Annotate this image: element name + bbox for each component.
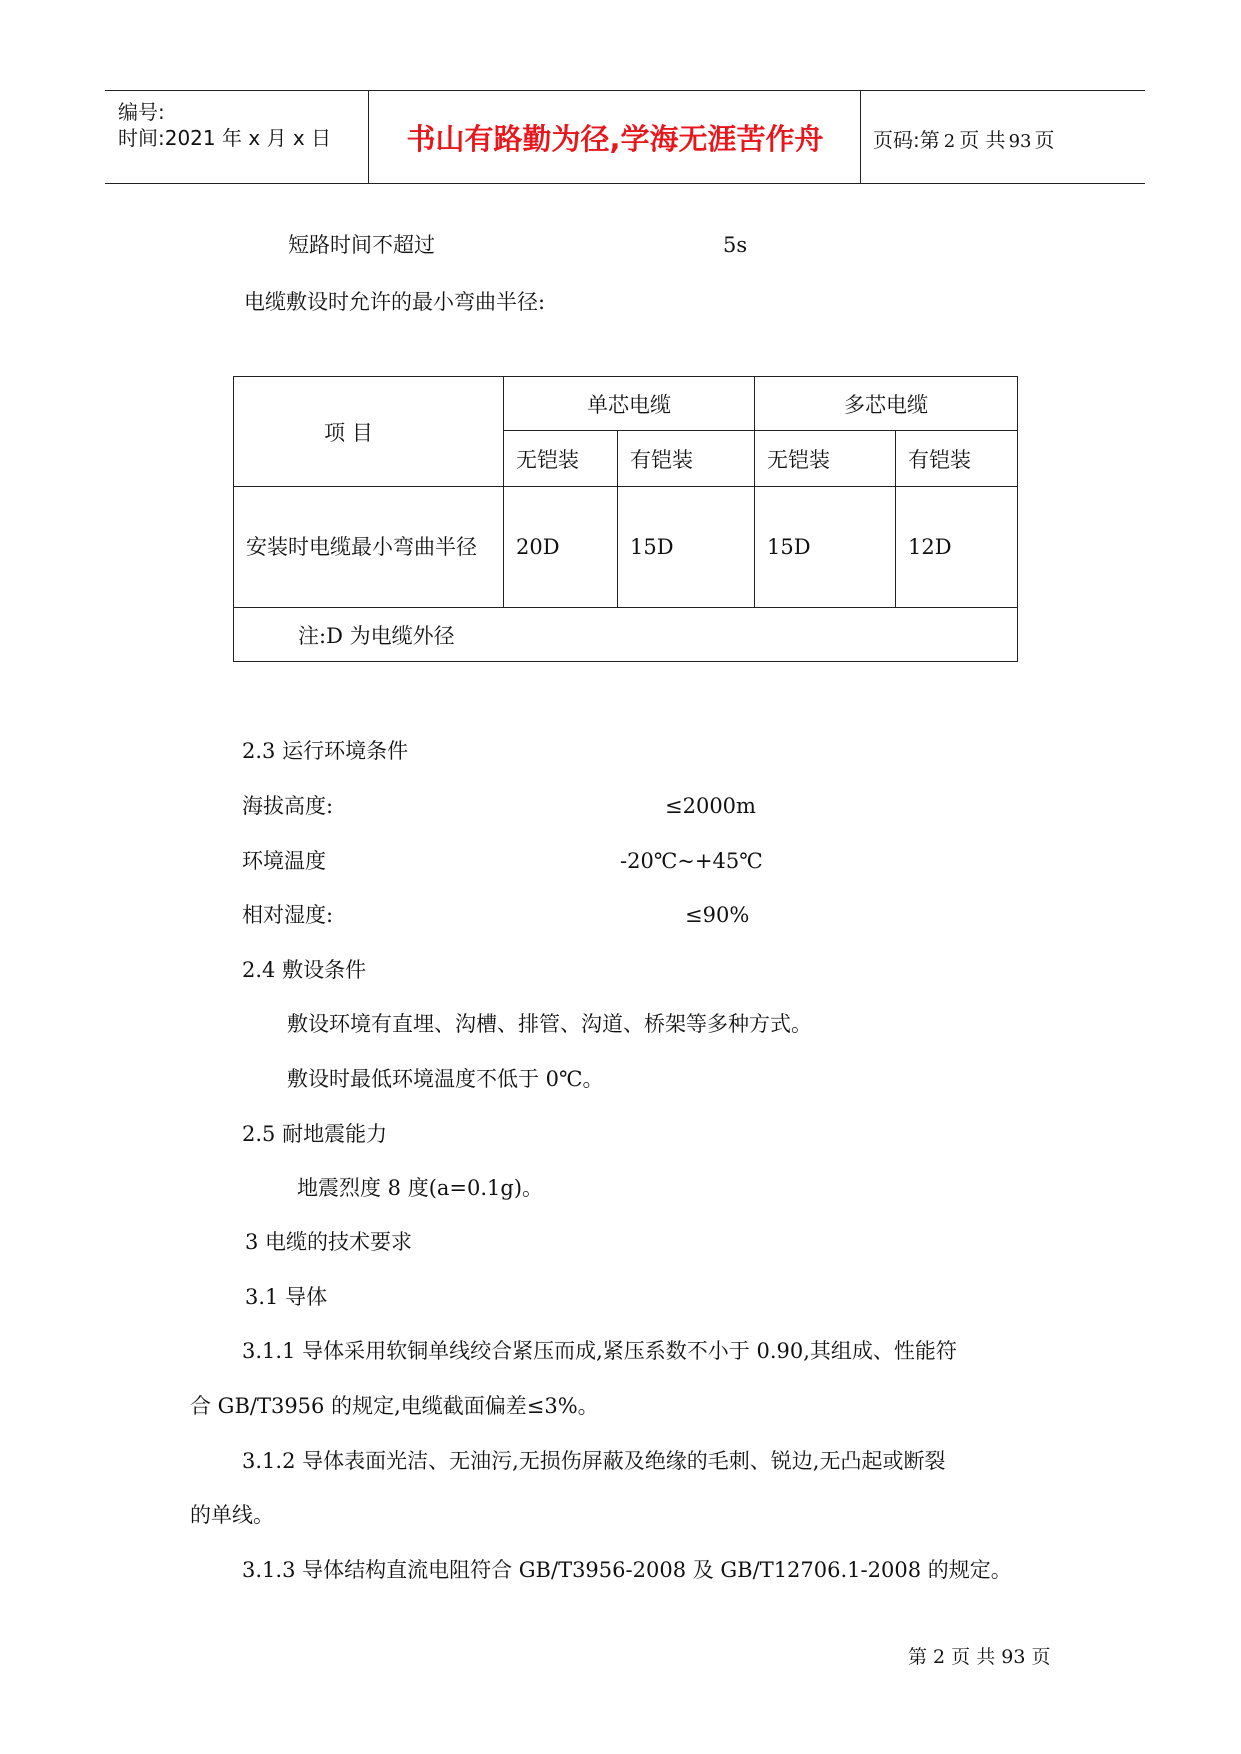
header-divider-right: [860, 90, 861, 183]
page-code-prefix: 页码:第: [873, 128, 940, 152]
para-3-1-1-line-1: 3.1.1 导体采用软铜单线绞合紧压而成,紧压系数不小于 0.90,其组成、性能符: [242, 1339, 957, 1363]
short-circuit-value: 5s: [723, 233, 748, 257]
section-2-4-para-1: 敷设环境有直埋、沟槽、排管、沟道、桥架等多种方式。: [287, 1012, 812, 1036]
doc-time-label: 时间:2021 年 x 月 x 日: [118, 126, 332, 150]
table-value-cell: 12D: [896, 487, 1018, 608]
table-unarmored-multi: 无铠装: [755, 431, 896, 487]
section-3-1-title: 3.1 导体: [245, 1285, 328, 1309]
table-multi-core-header: 多芯电缆: [755, 377, 1018, 431]
para-3-1-3: 3.1.3 导体结构直流电阻符合 GB/T3956-2008 及 GB/T12706.1-2008 的规定。: [242, 1558, 1012, 1582]
doc-number-label: 编号:: [118, 100, 165, 124]
para-3-1-2-line-2: 的单线。: [190, 1503, 274, 1527]
temperature-value: -20℃~+45℃: [620, 849, 763, 873]
short-circuit-label: 短路时间不超过: [288, 233, 435, 257]
table-row-label: 安装时电缆最小弯曲半径: [234, 487, 504, 608]
table-value-cell: 15D: [618, 487, 755, 608]
humidity-label: 相对湿度:: [242, 903, 334, 927]
header-motto: 书山有路勤为径,学海无涯苦作舟: [406, 122, 824, 156]
header-top-rule: [105, 90, 1145, 91]
section-2-5-title: 2.5 耐地震能力: [242, 1122, 388, 1146]
section-2-4-title: 2.4 敷设条件: [242, 958, 367, 982]
page-footer: 第 2 页 共 93 页: [908, 1646, 1051, 1668]
altitude-label: 海拔高度:: [242, 794, 334, 818]
section-2-3-title: 2.3 运行环境条件: [242, 739, 409, 763]
para-3-1-2-line-1: 3.1.2 导体表面光洁、无油污,无损伤屏蔽及绝缘的毛刺、锐边,无凸起或断裂: [242, 1449, 946, 1473]
header-bottom-rule: [105, 183, 1145, 184]
section-2-5-para: 地震烈度 8 度(a=0.1g)。: [297, 1176, 544, 1200]
table-unarmored-single: 无铠装: [504, 431, 618, 487]
table-note: 注:D 为电缆外径: [234, 608, 1018, 662]
humidity-value: ≤90%: [685, 903, 750, 927]
table-single-core-header: 单芯电缆: [504, 377, 755, 431]
table-value-cell: 15D: [755, 487, 896, 608]
header-divider-left: [368, 90, 369, 183]
page-code-mid: 页 共: [959, 128, 1006, 152]
table-item-header: 项 目: [234, 377, 504, 487]
bend-radius-intro: 电缆敷设时允许的最小弯曲半径:: [244, 290, 546, 314]
header-page-code: [873, 124, 1054, 153]
temperature-label: 环境温度: [242, 849, 326, 873]
table-armored-single: 有铠装: [618, 431, 755, 487]
page-code-suffix: 页: [1034, 128, 1055, 152]
section-2-4-para-2: 敷设时最低环境温度不低于 0℃。: [287, 1067, 604, 1091]
para-3-1-1-line-2: 合 GB/T3956 的规定,电缆截面偏差≤3%。: [190, 1394, 599, 1418]
section-3-title: 3 电缆的技术要求: [245, 1230, 413, 1254]
bend-radius-table: [233, 376, 1018, 662]
page-code-num: 2: [943, 131, 956, 152]
page-code-total: 93: [1008, 131, 1032, 152]
table-value-cell: 20D: [504, 487, 618, 608]
altitude-value: ≤2000m: [665, 794, 756, 818]
table-armored-multi: 有铠装: [896, 431, 1018, 487]
